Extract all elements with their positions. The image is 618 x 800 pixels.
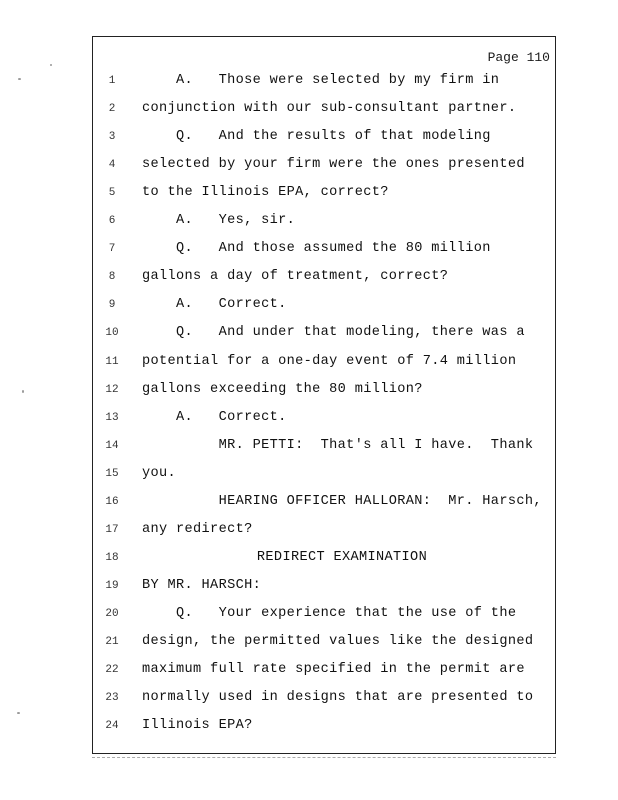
transcript-line bbox=[0, 575, 618, 597]
transcript-line bbox=[0, 126, 618, 148]
line-number: 3 bbox=[108, 131, 116, 144]
transcript-line bbox=[0, 322, 618, 344]
transcript-line bbox=[0, 154, 618, 176]
transcript-line bbox=[0, 98, 618, 120]
line-text: A. Correct. bbox=[142, 297, 287, 313]
line-number: 19 bbox=[105, 579, 119, 592]
line-text: you. bbox=[142, 465, 177, 481]
transcript-line bbox=[0, 70, 618, 92]
line-number: 21 bbox=[105, 636, 119, 648]
line-number: 20 bbox=[105, 607, 119, 620]
line-text: potential for a one-day event of 7.4 million bbox=[142, 353, 517, 369]
line-text: Illinois EPA? bbox=[142, 718, 253, 734]
line-number: 14 bbox=[105, 439, 119, 452]
scan-noise-line bbox=[92, 757, 556, 759]
transcript-line bbox=[0, 379, 618, 401]
transcript-line bbox=[0, 407, 618, 429]
line-text: BY MR. HARSCH: bbox=[142, 577, 262, 593]
line-text: Q. And the results of that modeling bbox=[142, 129, 491, 145]
transcript-line bbox=[0, 519, 618, 541]
line-text: A. Those were selected by my firm in bbox=[142, 73, 500, 88]
transcript-line bbox=[0, 715, 618, 737]
line-number: 2 bbox=[108, 103, 116, 116]
page-number: Page 110 bbox=[487, 50, 550, 65]
section-heading: REDIRECT EXAMINATION bbox=[256, 549, 428, 565]
line-number: 17 bbox=[105, 523, 119, 536]
transcript-line bbox=[0, 182, 618, 204]
line-text: HEARING OFFICER HALLORAN: Mr. Harsch, bbox=[142, 493, 542, 509]
line-number: 5 bbox=[108, 187, 116, 200]
line-number: 16 bbox=[105, 495, 119, 508]
line-number: 11 bbox=[105, 355, 119, 368]
line-text: normally used in designs that are presented to bbox=[142, 690, 534, 706]
line-text: gallons a day of treatment, correct? bbox=[142, 269, 449, 285]
line-number: 10 bbox=[105, 327, 119, 340]
transcript-line bbox=[0, 435, 618, 457]
line-text: selected by your firm were the ones presented bbox=[142, 157, 525, 173]
line-text: maximum full rate specified in the permit are bbox=[142, 662, 525, 678]
line-text: Q. And those assumed the 80 million bbox=[142, 241, 491, 257]
transcript-line bbox=[0, 603, 618, 625]
line-text: to the Illinois EPA, correct? bbox=[142, 185, 389, 201]
transcript-line bbox=[0, 491, 618, 513]
line-number: 23 bbox=[105, 692, 119, 705]
transcript-line bbox=[0, 659, 618, 681]
scan-speck bbox=[17, 712, 20, 714]
line-number: 9 bbox=[108, 299, 116, 312]
transcript-line bbox=[0, 210, 618, 232]
line-number: 8 bbox=[108, 271, 116, 284]
line-number: 18 bbox=[105, 551, 119, 564]
transcript-line bbox=[0, 631, 618, 653]
transcript-line bbox=[0, 266, 618, 288]
scan-speck bbox=[18, 78, 21, 80]
line-number: 4 bbox=[108, 159, 116, 172]
line-text: gallons exceeding the 80 million? bbox=[142, 381, 423, 397]
line-text: design, the permitted values like the designed bbox=[142, 634, 534, 649]
transcript-line bbox=[0, 238, 618, 260]
line-text: conjunction with our sub-consultant partner. bbox=[142, 101, 517, 117]
line-number: 1 bbox=[108, 75, 116, 87]
line-text: A. Correct. bbox=[142, 409, 287, 425]
line-text: MR. PETTI: That's all I have. Thank bbox=[142, 437, 534, 453]
line-text: Q. Your experience that the use of the bbox=[142, 605, 517, 621]
line-number: 13 bbox=[105, 411, 119, 424]
line-number: 15 bbox=[105, 467, 119, 480]
line-text: A. Yes, sir. bbox=[142, 213, 296, 229]
scan-speck bbox=[22, 390, 24, 393]
scan-speck bbox=[50, 64, 52, 66]
transcript-line bbox=[0, 687, 618, 709]
line-number: 7 bbox=[108, 243, 116, 256]
transcript-line bbox=[0, 351, 618, 373]
line-text: any redirect? bbox=[142, 521, 253, 537]
transcript-line bbox=[0, 547, 618, 569]
line-number: 12 bbox=[105, 383, 119, 396]
line-number: 22 bbox=[105, 664, 119, 677]
line-number: 24 bbox=[105, 720, 119, 733]
line-number: 6 bbox=[108, 215, 116, 228]
line-text: Q. And under that modeling, there was a bbox=[142, 325, 525, 341]
transcript-line bbox=[0, 463, 618, 485]
transcript-line bbox=[0, 294, 618, 316]
